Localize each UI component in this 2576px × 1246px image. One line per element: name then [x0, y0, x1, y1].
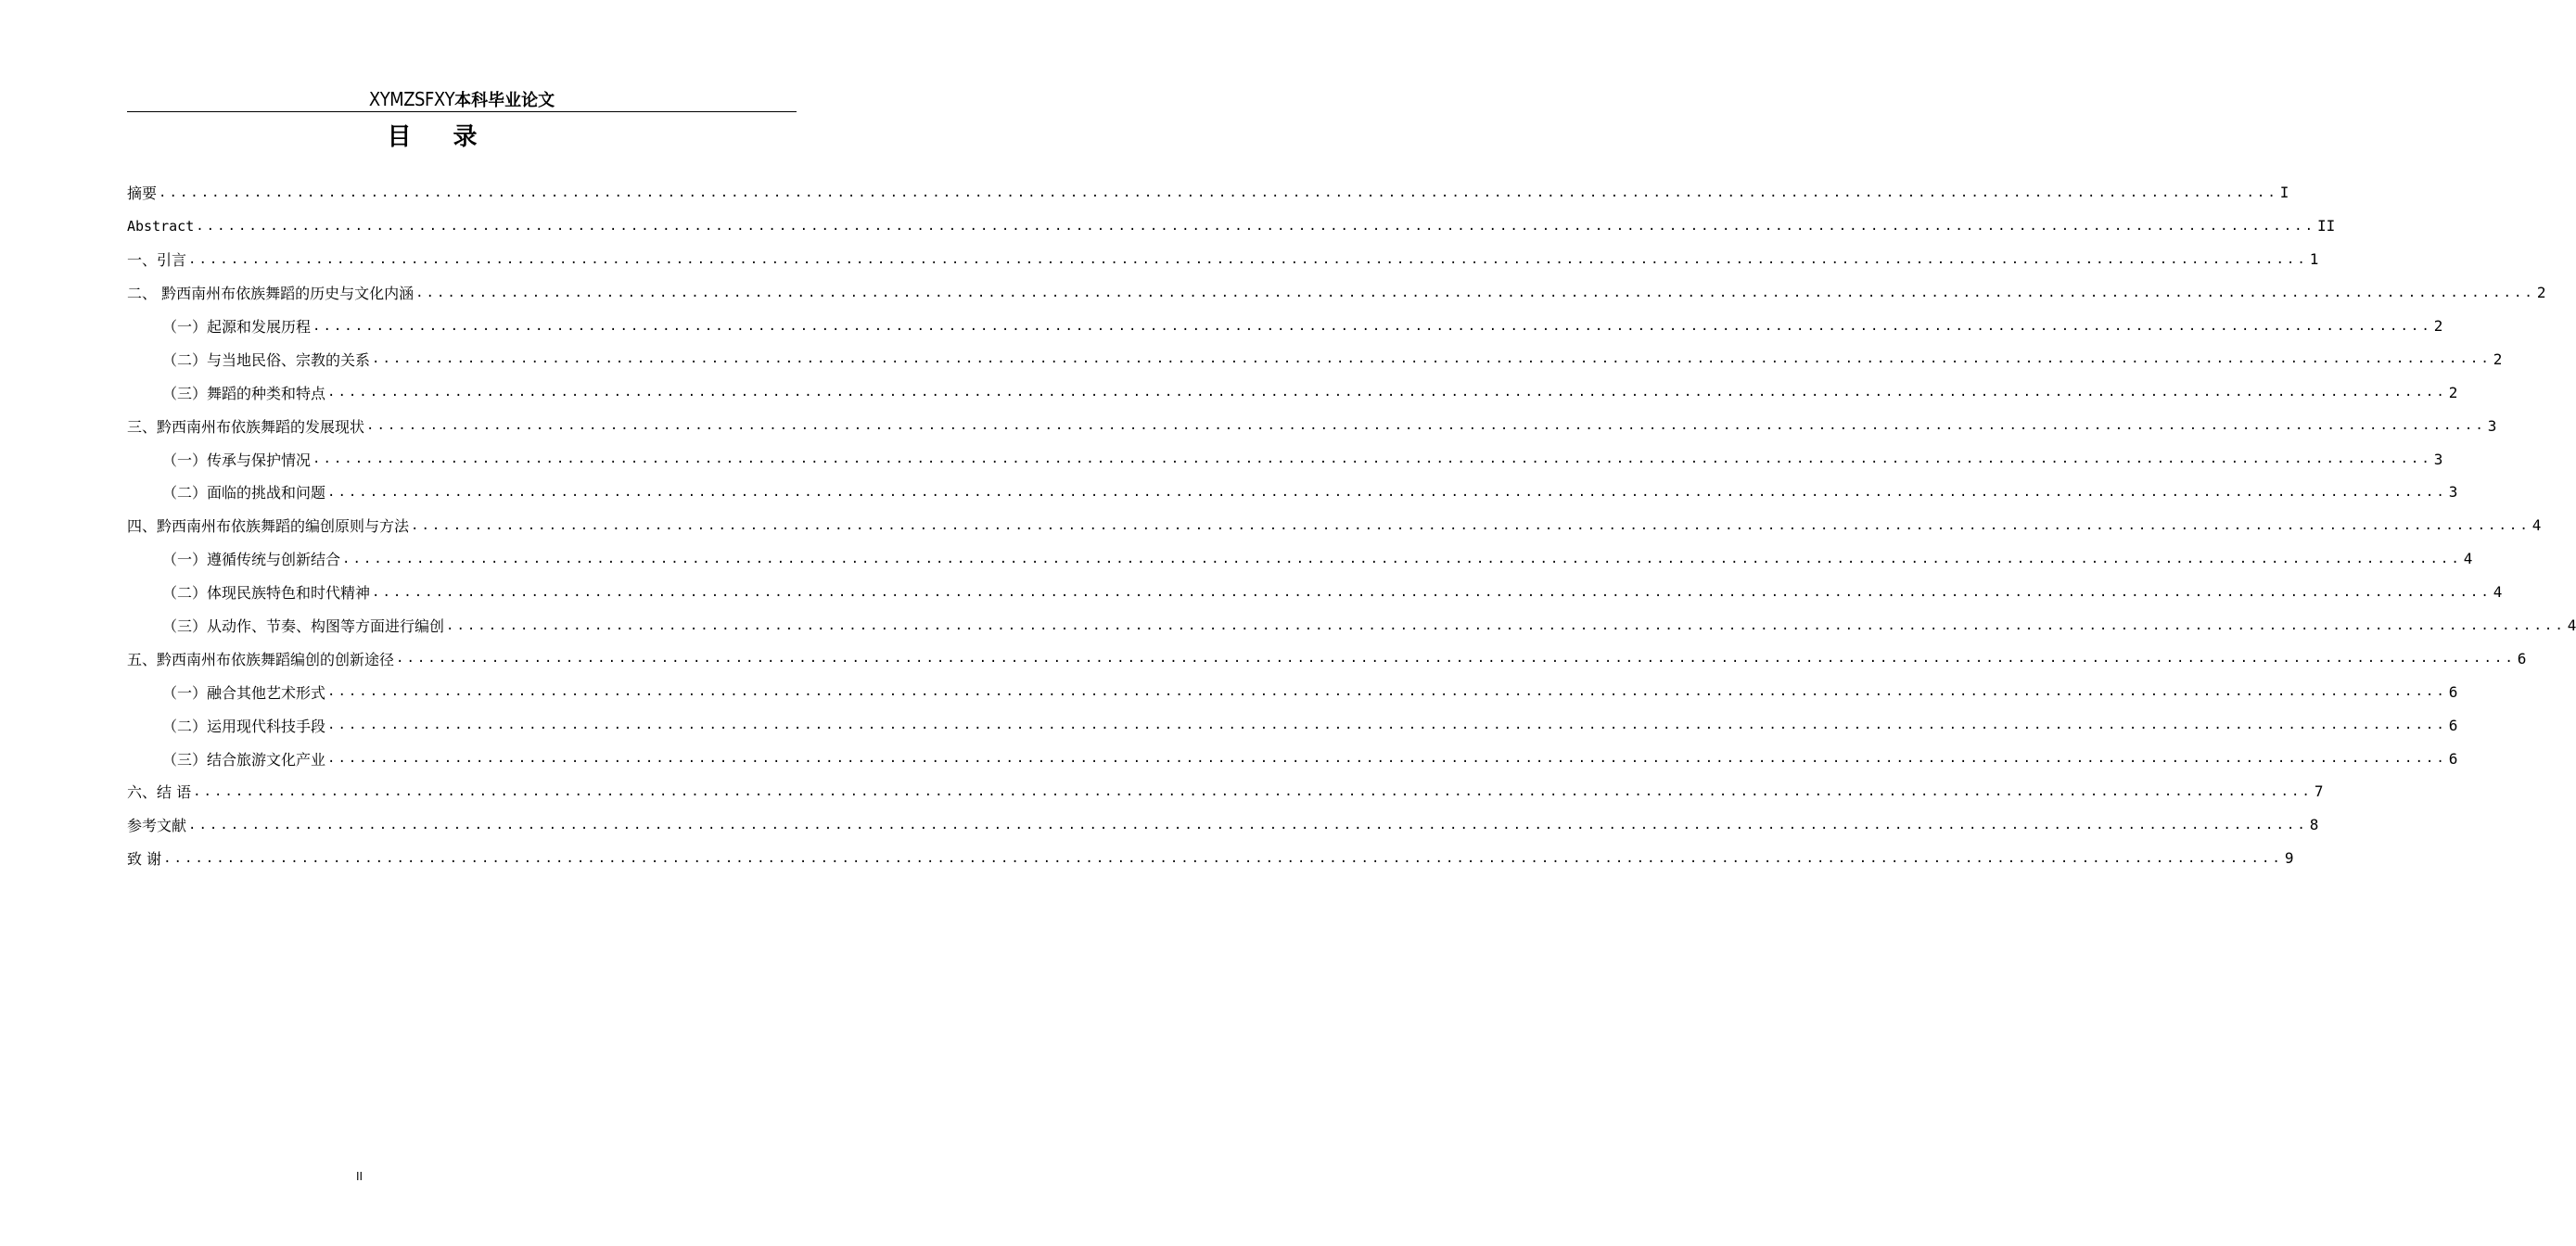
toc-entry-label: （一）遵循传统与创新结合	[162, 551, 341, 569]
toc-leader-dots: ........................................................................................................................................................................................................	[188, 817, 2308, 833]
toc-entry-label: 二、 黔西南州布依族舞蹈的历史与文化内涵	[127, 285, 414, 303]
toc-entry-label: 三、黔西南州布依族舞蹈的发展现状	[127, 417, 365, 436]
toc-entry-page: 2	[2493, 350, 2503, 368]
header-rule	[127, 111, 797, 112]
toc-entry-page: 4	[2567, 617, 2576, 635]
toc-entry-page: 3	[2448, 483, 2458, 502]
toc-entry[interactable]	[127, 210, 2336, 243]
toc-entry-page: 6	[2448, 716, 2458, 734]
toc-leader-dots: ........................................................................................................................................................................................................	[411, 517, 2531, 533]
running-header	[127, 87, 797, 111]
toc-entry-page: 2	[2433, 317, 2443, 335]
toc-entry-page: 9	[2284, 849, 2294, 868]
toc-entry-label: （三）结合旅游文化产业	[162, 750, 326, 769]
toc-entry-page: 3	[2487, 416, 2497, 435]
toc-entry-page: 8	[2309, 816, 2319, 834]
toc-entry-label: 摘要	[127, 184, 158, 203]
toc-entry[interactable]	[127, 409, 2497, 442]
toc-subentry[interactable]	[127, 708, 2458, 742]
toc-entry-page: 2	[2536, 284, 2546, 302]
toc-entry-label: Abstract	[127, 217, 195, 235]
toc-entry-label: （二）与当地民俗、宗教的关系	[162, 350, 371, 369]
toc-entry-page: 4	[2463, 550, 2473, 568]
toc-entry-label: 参考文献	[127, 817, 187, 835]
toc-leader-dots: ........................................................................................................................................................................................................	[446, 617, 2566, 633]
toc-entry-label: （二）运用现代科技手段	[162, 717, 326, 735]
toc-subentry[interactable]	[127, 310, 2443, 343]
toc-entry-label: （一）传承与保护情况	[162, 451, 312, 469]
toc-entry-label: 一、引言	[127, 251, 187, 270]
toc-subentry[interactable]	[127, 542, 2473, 576]
toc-entry-page: 7	[2314, 782, 2324, 801]
toc-entry[interactable]	[127, 775, 2324, 808]
toc-entry-label: （一）起源和发展历程	[162, 318, 312, 336]
toc-entry[interactable]	[127, 808, 2319, 842]
toc-entry[interactable]	[127, 176, 2289, 210]
toc-subentry[interactable]	[127, 342, 2503, 375]
toc-entry-label: （二）体现民族特色和时代精神	[162, 584, 371, 603]
toc-leader-dots: ........................................................................................................................................................................................................	[312, 451, 2432, 467]
toc-entry-page: 6	[2517, 649, 2527, 668]
toc-leader-dots: ........................................................................................................................................................................................................	[396, 651, 2516, 667]
toc-leader-dots: ........................................................................................................................................................................................................	[327, 385, 2447, 400]
toc-leader-dots: ........................................................................................................................................................................................................	[193, 783, 2313, 799]
toc-title: 目 录	[387, 123, 494, 151]
toc-entry-page: 4	[2493, 583, 2503, 602]
toc-subentry[interactable]	[127, 609, 2576, 642]
toc-leader-dots: ........................................................................................................................................................................................................	[327, 684, 2447, 700]
toc-entry-label: （二）面临的挑战和问题	[162, 484, 326, 502]
toc-subentry[interactable]	[127, 476, 2458, 509]
toc-entry-label: 四、黔西南州布依族舞蹈的编创原则与方法	[127, 517, 410, 536]
toc-entry-label: 五、黔西南州布依族舞蹈编创的创新途径	[127, 650, 395, 668]
table-of-contents	[127, 176, 2576, 875]
toc-leader-dots: ........................................................................................................................................................................................................	[312, 318, 2432, 334]
toc-leader-dots: ........................................................................................................................................................................................................	[163, 850, 2283, 866]
toc-leader-dots: ........................................................................................................................................................................................................	[372, 351, 2492, 367]
toc-entry-page: 4	[2531, 516, 2542, 535]
toc-entry[interactable]	[127, 642, 2527, 675]
page-number: II	[355, 1170, 363, 1183]
header-title: 本科毕业论文	[454, 91, 555, 110]
toc-entry[interactable]	[127, 243, 2319, 276]
toc-leader-dots: ........................................................................................................................................................................................................	[366, 418, 2486, 434]
toc-leader-dots: ........................................................................................................................................................................................................	[188, 251, 2308, 267]
toc-entry[interactable]	[127, 276, 2546, 310]
toc-leader-dots: ........................................................................................................................................................................................................	[327, 718, 2447, 733]
toc-subentry[interactable]	[127, 375, 2458, 409]
toc-entry-page: 3	[2433, 450, 2443, 468]
toc-leader-dots: ........................................................................................................................................................................................................	[159, 184, 2278, 200]
toc-subentry[interactable]	[127, 576, 2503, 609]
toc-entry-page: 2	[2448, 383, 2458, 401]
toc-subentry[interactable]	[127, 442, 2443, 476]
toc-entry-page: 1	[2309, 250, 2319, 269]
toc-leader-dots: ........................................................................................................................................................................................................	[372, 584, 2492, 600]
toc-entry-page: I	[2279, 184, 2289, 202]
toc-entry[interactable]	[127, 842, 2294, 875]
toc-leader-dots: ........................................................................................................................................................................................................	[415, 285, 2535, 300]
header-code: XYMZSFXY	[368, 88, 455, 110]
toc-leader-dots: ........................................................................................................................................................................................................	[196, 218, 2315, 234]
toc-entry-page: 6	[2448, 749, 2458, 768]
toc-entry-page: II	[2317, 217, 2336, 235]
toc-subentry[interactable]	[127, 675, 2458, 708]
toc-entry-label: 致 谢	[127, 850, 162, 869]
toc-entry-label: （三）舞蹈的种类和特点	[162, 384, 326, 402]
toc-entry-page: 6	[2448, 682, 2458, 701]
toc-entry[interactable]	[127, 509, 2542, 542]
toc-entry-label: （三）从动作、节奏、构图等方面进行编创	[162, 617, 445, 636]
toc-entry-label: 六、结 语	[127, 783, 192, 802]
toc-leader-dots: ........................................................................................................................................................................................................	[327, 751, 2447, 767]
toc-leader-dots: ........................................................................................................................................................................................................	[342, 551, 2462, 566]
toc-leader-dots: ........................................................................................................................................................................................................	[327, 484, 2447, 500]
toc-subentry[interactable]	[127, 742, 2458, 775]
toc-entry-label: （一）融合其他艺术形式	[162, 683, 326, 702]
